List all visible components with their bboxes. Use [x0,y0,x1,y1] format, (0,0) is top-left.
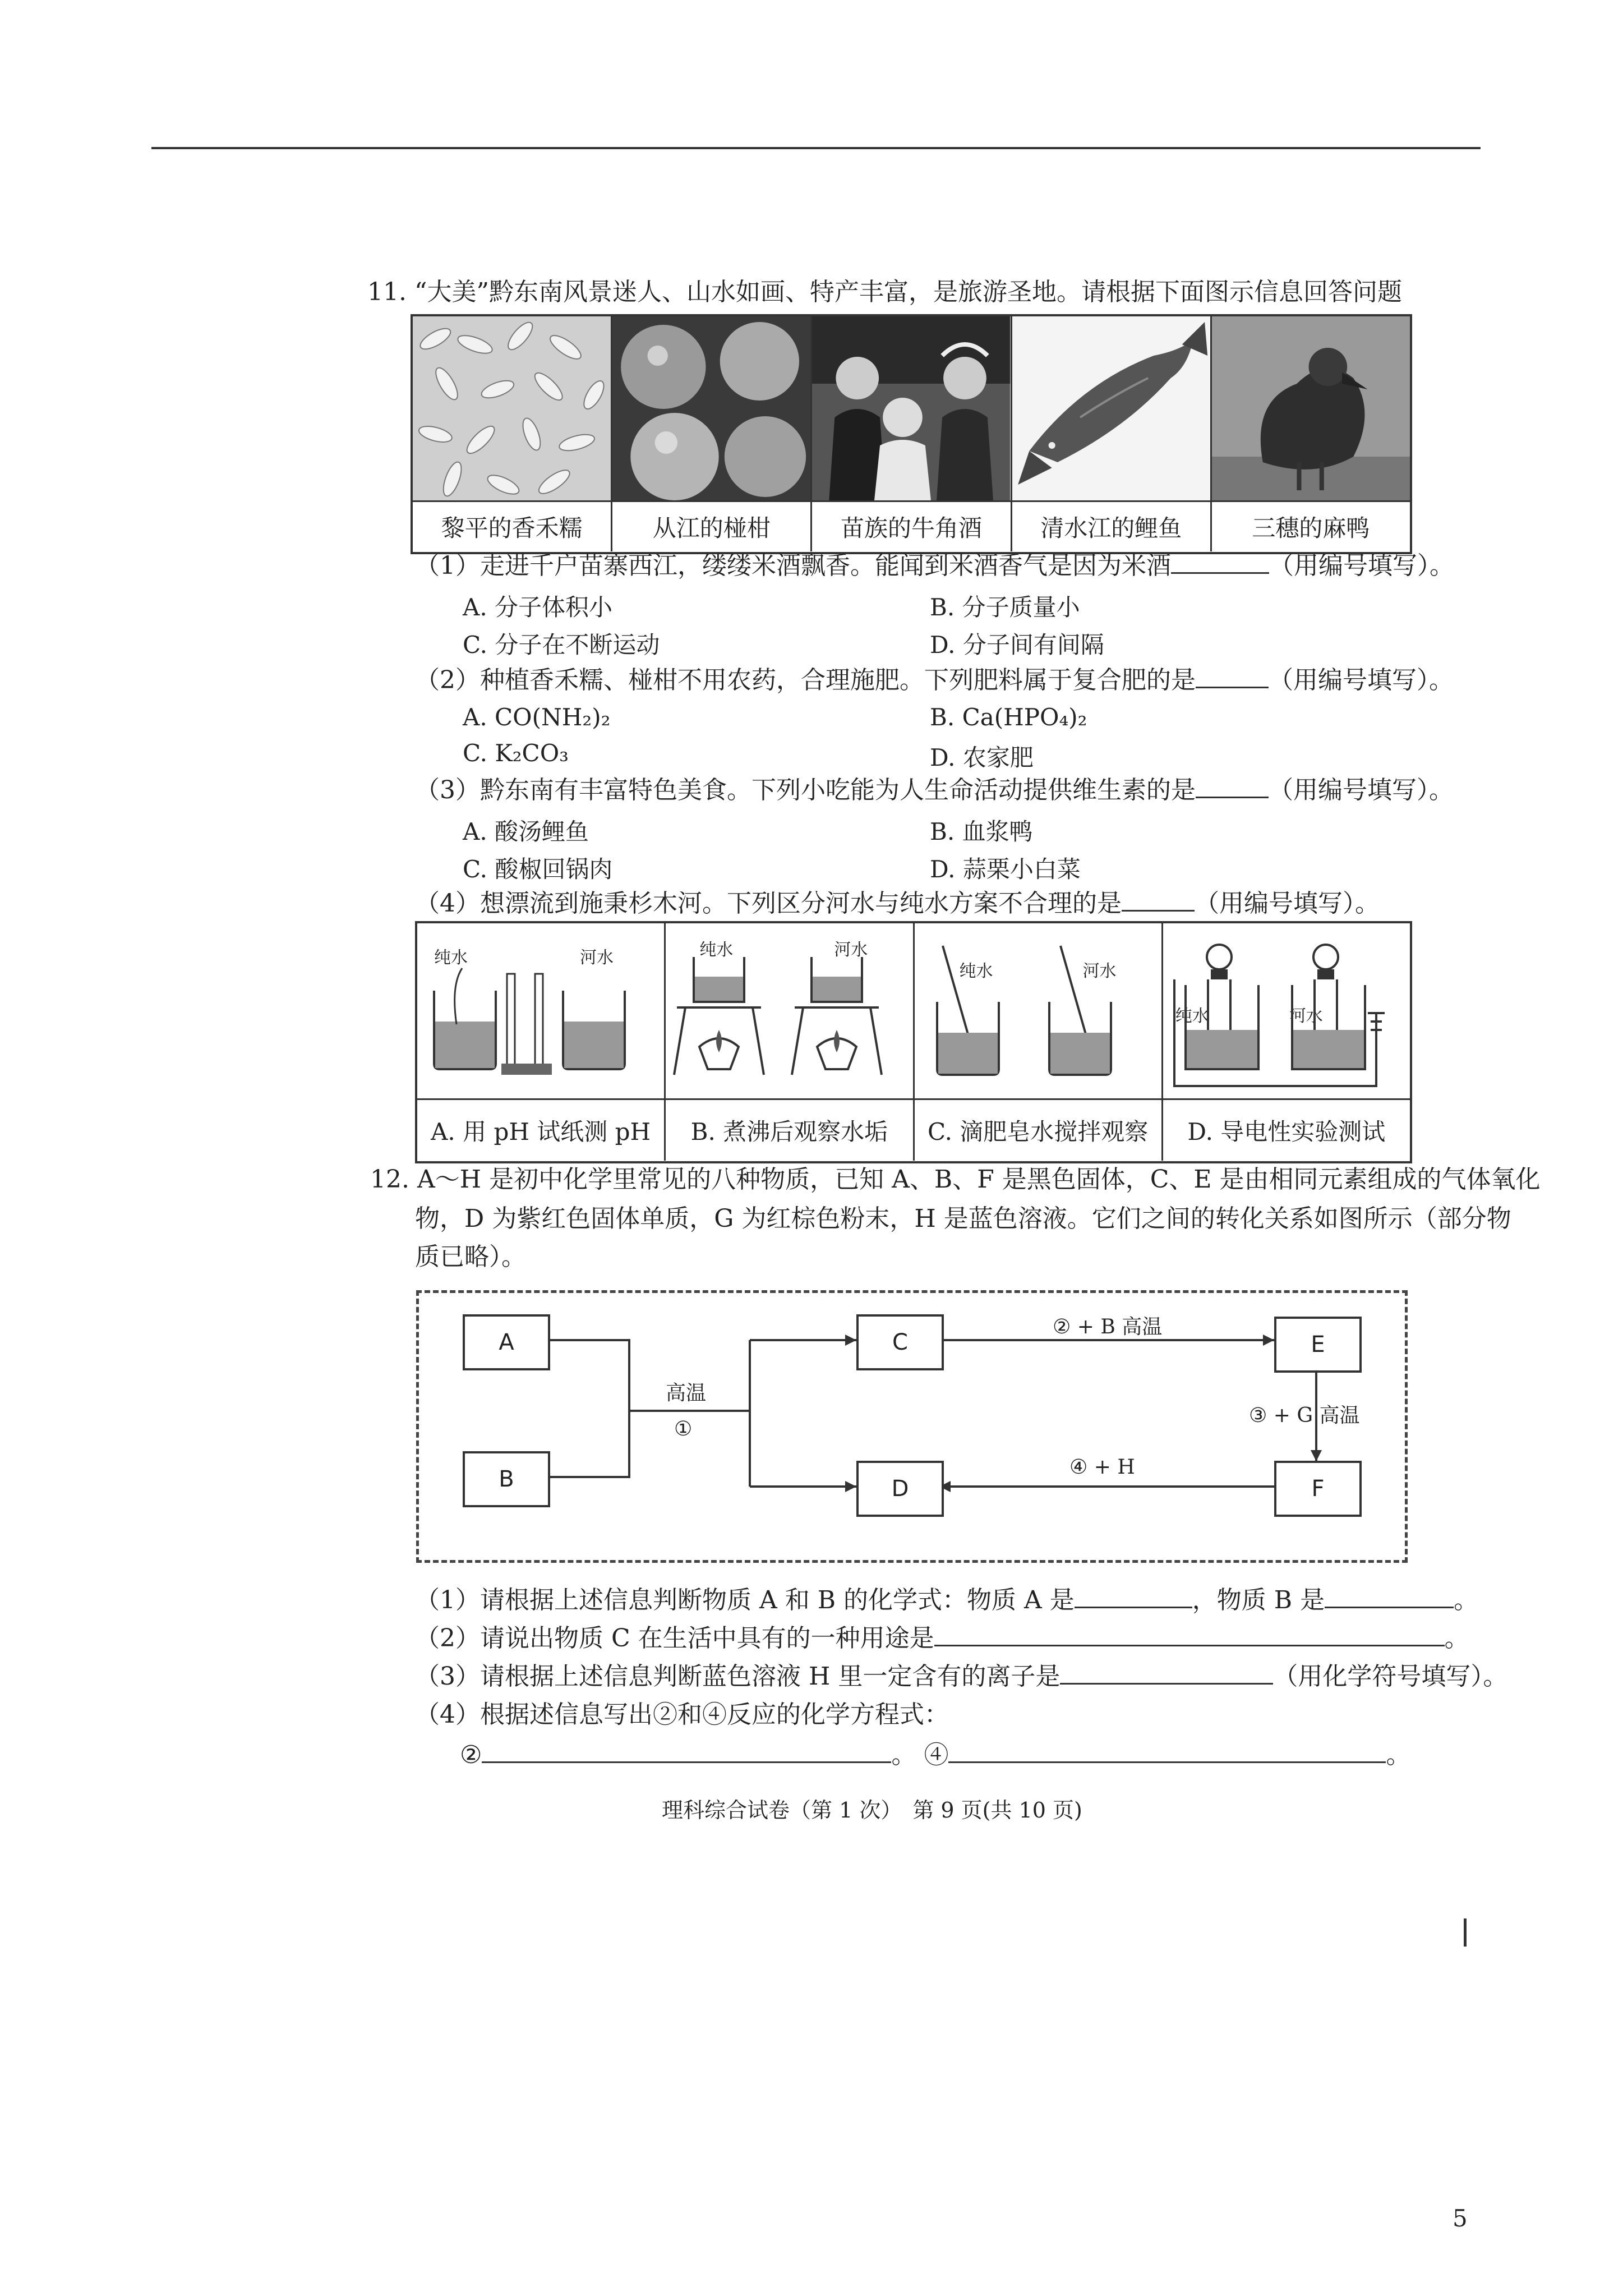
answer-blank-b[interactable] [1325,1584,1454,1608]
q12-flow-diagram [416,1290,1408,1563]
label-pure-water: 纯水 [959,961,993,981]
node-d: D [856,1461,944,1517]
q12-stem-line2: 物，D 为紫红色固体单质，G 为红棕色粉末，H 是蓝色溶液。它们之间的转化关系如图所示（部分物 [415,1204,1511,1233]
photo-caption: 苗族的牛角酒 [812,502,1012,551]
experiment-b-diagram [666,923,914,1098]
q12-part2: （2）请说出物质 C 在生活中具有的一种用途是 。 [415,1620,1469,1657]
label-pure-water: 纯水 [1175,1006,1209,1026]
option: B. Ca(HPO₄)₂ [930,703,1087,731]
reaction3-label: ③ + G 高温 [1249,1404,1360,1427]
q11-part1: （1）走进千户苗寨西江，缕缕米酒飘香。能闻到米酒香气是因为米酒 （用编号填写）。 [415,547,1454,585]
answer-blank[interactable] [1196,664,1269,688]
answer-blank[interactable] [1196,774,1269,798]
page-footer: 理科综合试卷（第 1 次） 第 9 页(共 10 页) [662,1798,1082,1823]
label-pure-water: 纯水 [699,940,734,960]
experiment-caption-b: B. 煮沸后观察水垢 [666,1100,914,1161]
option: B. 血浆鸭 [930,818,1033,845]
q11-part3: （3）黔东南有丰富特色美食。下列小吃能为人生命活动提供维生素的是 （用编号填写）。 [415,772,1454,809]
node-a: A [463,1314,550,1370]
photo-caption: 黎平的香禾糯 [413,502,612,551]
answer-blank[interactable] [1171,550,1269,574]
node-b: B [463,1451,550,1507]
label-river-water: 河水 [1082,961,1117,981]
q11-experiment-table [415,921,1412,1163]
reaction1-number: ① [674,1418,693,1441]
option: D. 农家肥 [930,744,1034,771]
answer-blank[interactable] [1060,1660,1273,1685]
node-e: E [1274,1317,1362,1373]
option: B. 分子质量小 [930,593,1080,621]
q12-part3: （3）请根据上述信息判断蓝色溶液 H 里一定含有的离子是 （用化学符号填写）。 [415,1658,1507,1695]
answer-blank-a[interactable] [1075,1584,1192,1608]
q11-part4: （4）想漂流到施秉杉木河。下列区分河水与纯水方案不合理的是 （用编号填写）。 [415,885,1380,922]
experiment-d-diagram [1163,923,1410,1098]
photo-caption: 清水江的鲤鱼 [1012,502,1212,551]
option: C. K₂CO₃ [463,739,569,767]
answer-blank-eq4[interactable] [948,1739,1386,1763]
experiment-c-diagram [915,923,1163,1098]
option: C. 酸椒回锅肉 [463,855,613,883]
margin-mark [1464,1918,1467,1947]
q12-stem-line1: 12. A～H 是初中化学里常见的八种物质，已知 A、B、F 是黑色固体，C、E 是由相同元素组成的气体氧化 [370,1165,1541,1194]
photo-citrus [612,316,812,500]
answer-blank[interactable] [934,1622,1445,1646]
photo-carp [1012,316,1212,500]
q11-stem: 11. “大美”黔东南风景迷人、山水如画、特产丰富，是旅游圣地。请根据下面图示信息回答问题 [367,278,1402,306]
photo-duck [1212,316,1410,500]
experiment-caption-a: A. 用 pH 试纸测 pH [417,1100,666,1161]
experiment-caption-d: D. 导电性实验测试 [1187,1118,1386,1145]
page-number: 5 [1453,2205,1468,2232]
option: A. 分子体积小 [463,593,613,621]
photo-caption: 从江的椪柑 [612,502,812,551]
q12-part1: （1）请根据上述信息判断物质 A 和 B 的化学式：物质 A 是 ，物质 B 是 。 [415,1582,1478,1619]
top-rule [151,147,1481,149]
option: A. CO(NH₂)₂ [463,703,611,731]
photo-rice [413,316,612,500]
q11-part2: （2）种植香禾糯、椪柑不用农药，合理施肥。下列肥料属于复合肥的是 （用编号填写）。 [415,662,1454,699]
experiment-caption-c: C. 滴肥皂水搅拌观察 [915,1100,1163,1161]
reaction4-label: ④ + H [1069,1456,1135,1479]
node-c: C [856,1314,944,1370]
photo-people [812,316,1012,500]
option: C. 分子在不断运动 [463,631,660,659]
q12-part4: （4）根据述信息写出②和④反应的化学方程式： [415,1700,949,1729]
label-pure-water: 纯水 [434,948,468,968]
option: D. 蒜栗小白菜 [930,855,1081,883]
q11-photo-table [411,314,1412,554]
option: A. 酸汤鲤鱼 [463,818,589,845]
q12-equations: ② 。 ④ 。 [460,1737,1410,1774]
answer-blank-eq2[interactable] [482,1739,891,1763]
q12-stem-line3: 质已略）。 [415,1243,526,1271]
label-river-water: 河水 [580,948,614,968]
answer-blank[interactable] [1122,887,1195,912]
reaction1-condition: 高温 [666,1382,707,1405]
experiment-a-diagram [417,923,666,1098]
node-f: F [1274,1461,1362,1517]
option: D. 分子间有间隔 [930,631,1104,659]
reaction2-label: ② + B 高温 [1053,1315,1163,1338]
label-river-water: 河水 [834,940,868,960]
photo-caption: 三穗的麻鸭 [1252,514,1370,542]
label-river-water: 河水 [1289,1006,1323,1026]
